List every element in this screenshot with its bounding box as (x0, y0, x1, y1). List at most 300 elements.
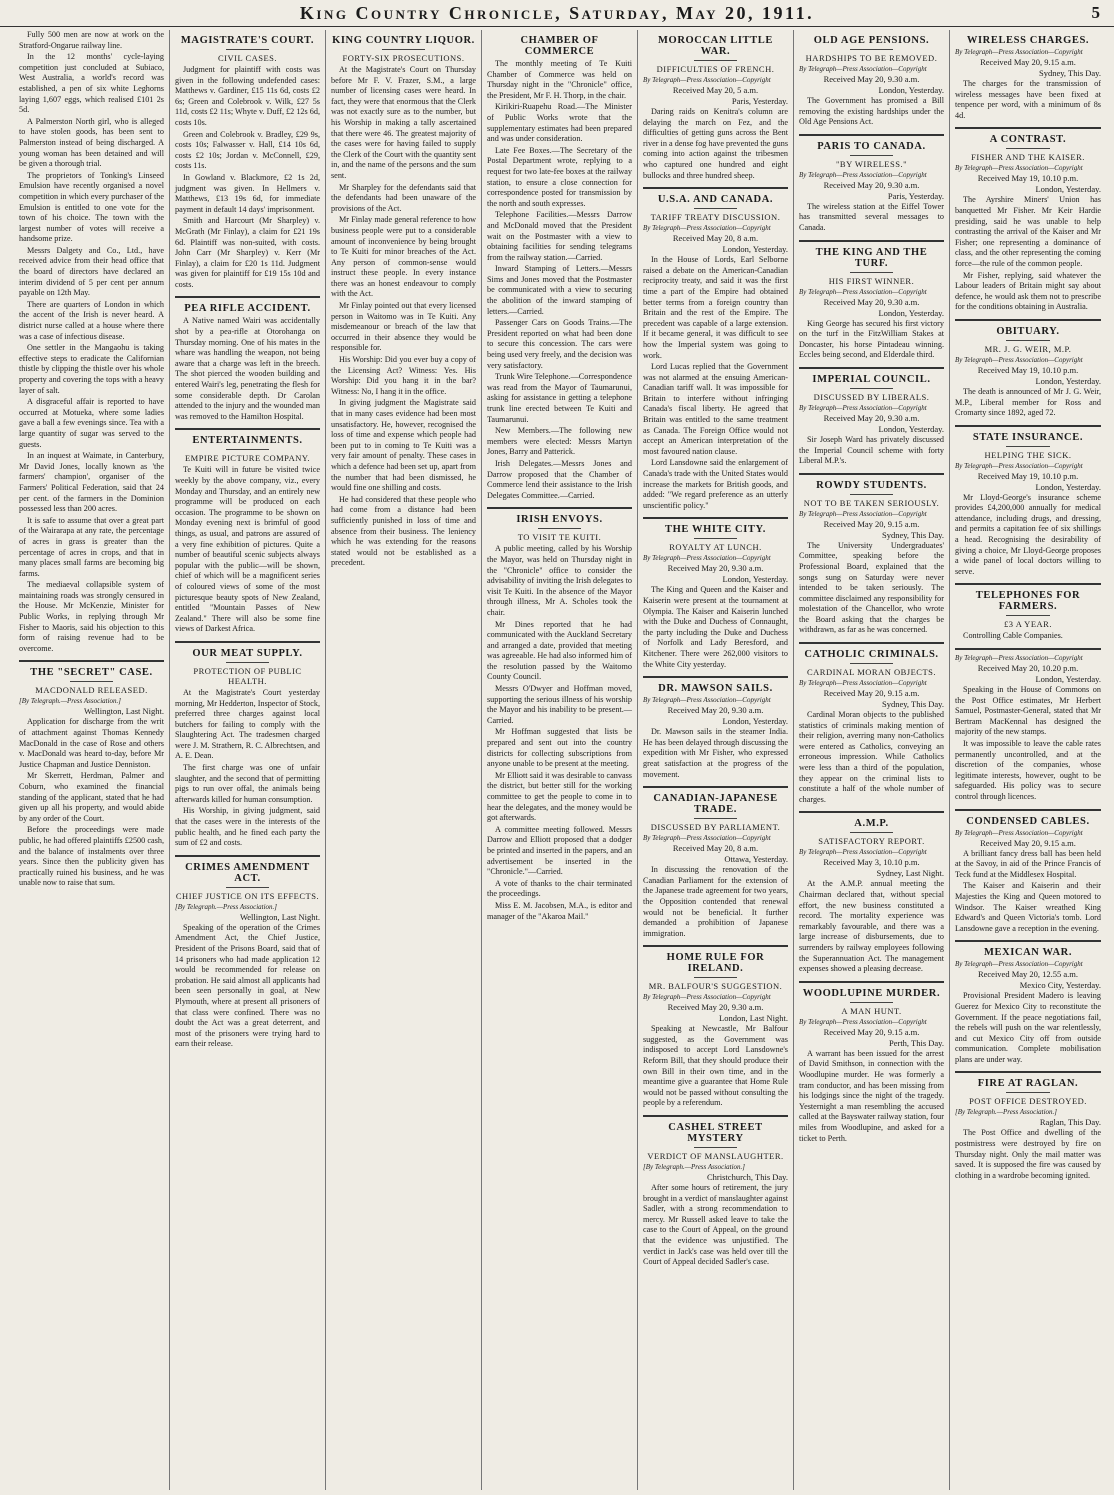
dateline: London, Yesterday. (878, 85, 944, 95)
article-heading: PARIS TO CANADA. (817, 140, 926, 152)
article (643, 1122, 788, 1268)
article-byline: By Telegraph—Press Association—Copyright (955, 461, 1083, 470)
article-paragraph: Kirikiri-Ruapehu Road.—The Minister of Public Works wrote that the supplementary estimates had been prepared and was under consideration. (487, 102, 632, 144)
heading-rule (850, 663, 894, 664)
article-heading: A.M.P. (854, 818, 889, 830)
dateline: Raglan, This Day. (1039, 1117, 1101, 1128)
article-paragraph: Inward Stamping of Letters.—Messrs Sims and Jones moved that the Postmaster be communicated with a view to securing the abolition of the inward stamping of letters.—Carried. (487, 264, 632, 316)
article (955, 35, 1101, 121)
article-paragraph: Lord Lucas replied that the Government was not alarmed at the ensuing American-Canadian tariff wall. It was impossible for Britain to interfere without infringing Canada's fiscal liberty. He agreed that Britain was entitled to the same treatment as Canada. The Foreign Office would not accept an American interpretation of the most favoured nation clause. (643, 362, 788, 456)
article-separator (175, 855, 320, 857)
column-6 (794, 30, 950, 1490)
article-paragraph: Irish Delegates.—Messrs Jones and Darrow proposed that the Chamber of Commerce lend their assistance to the Irish Delegates Committee.—Carried. (487, 458, 632, 500)
article-byline: By Telegraph—Press Association—Copyright (643, 993, 771, 1002)
article (799, 141, 944, 234)
dateline: London, Last Night. (719, 1013, 788, 1024)
dateline: Paris, Yesterday. (731, 96, 788, 106)
article-paragraph: Dr. Mawson sails in the steamer India. He has been delayed through discussing the expedition with Mr Fisher, who expressed great satisfaction at the progress of the movement. (643, 727, 788, 779)
article-heading: IRISH ENVOYS. (516, 514, 603, 526)
article (799, 480, 944, 636)
article-subheading: TARIFF TREATY DISCUSSION. (650, 212, 781, 223)
article-subheading: HIS FIRST WINNER. (828, 275, 915, 286)
article-byline: [By Telegraph.—Press Association.] (643, 1163, 746, 1172)
article-subheading: HELPING THE SICK. (984, 449, 1072, 460)
dateline: London, Yesterday. (722, 574, 788, 585)
received-date: Received May 20, 9.30 a.m. (823, 412, 920, 423)
article-heading: PEA RIFLE ACCIDENT. (184, 303, 311, 315)
article-separator (955, 1071, 1101, 1073)
received-date: Received May 20, 9.15 a.m. (823, 688, 920, 699)
article-paragraph: A Native named Wairi was accidentally shot by a pea-rifle at Otorohanga on Thursday morning. One of his mates in the whare was handling the weapon, not being aware that a charge was left in the breech. The shot pierced the wooden building and entered Wairi's leg, penetrating the flesh for some considerable depth. Dr Carolan attended to the injury and the wounded man was removed to the Hamilton Hospital. (175, 316, 320, 421)
article-paragraph: Judgment for plaintiff with costs was given in the following undefended cases: Matthews v. Gardiner, £15 11s 6d, costs £2 6s; Green and Colebrook v. Wilk, £27 5s 11d, costs £2 11s; Whyte v. Duff, £2 12s 6d, costs 10s. (175, 65, 320, 127)
article-byline: By Telegraph—Press Association—Copyright (643, 76, 771, 84)
article-paragraph: Telephone Facilities.—Messrs Darrow and McDonald moved that the President wait on the Postmaster with a view to obtaining facilities for sending telegrams from the railway station.—Carried. (487, 210, 632, 262)
heading-rule (694, 208, 738, 209)
received-date: Received May 20, 9.30 a.m. (823, 74, 920, 84)
dateline: London, Yesterday. (1035, 674, 1101, 685)
article-separator (955, 127, 1101, 129)
article-paragraph: Te Kuiti will in future be visited twice weekly by the above company, viz., every Monday and Thursday, and an entirely new programme will be produced on each occasion. The programme to be shown on Monday evening next is brimful of good things, as usual, and patrons are assured of a very fine exhibition of pictures. Quite a number of beautiful scenic subjects always popular with the public—will be shown, chief of which will be a magnificent series of coloured views of some of the most picturesque beauty spots of New Zealand, entitled "Mountain Passes of New Zealand." There will also be some fine views of Darkest Africa. (175, 465, 320, 634)
article-paragraph: Before the proceedings were made public, he had offered plaintiffs £2500 cash, and the balance of instalments over three years. Since then the publicity given has practically ruined his business, and he was unable now to raise that sum. (19, 825, 164, 888)
article (643, 952, 788, 1109)
dateline: London, Yesterday. (878, 423, 944, 434)
heading-rule (694, 1147, 738, 1148)
article-paragraph: The King and Queen and the Kaiser and Kaiserin were present at the tournament at Olympia. The Kaiser and Kaiserin lunched with the Duke and Duchess of Connaught, the party including the Duke and Duchess of Norfolk and Lady Beresford, and Kitchener. There were 262,000 visitors to the White City yesterday. (643, 585, 788, 669)
article-paragraph: In giving judgment the Magistrate said that in many cases evidence had been most unsatisfactory. He, however, recognised the loss of time and expense which people had been put to in coming to Te Kuiti was a very fair amount of penalty. These cases in which a defence had been set up, apart from the number that had been dismissed, he would fine one shilling and costs. (331, 398, 476, 493)
article-heading: OLD AGE PENSIONS. (813, 35, 930, 46)
article-paragraph: In Gowland v. Blackmore, £2 1s 2d, judgment was given. In Hellmers v. Matthews, £13 19s 6d, for immediate payment in default 14 days' imprisonment. (175, 172, 320, 214)
article-subheading: EMPIRE PICTURE COMPANY. (184, 453, 311, 464)
received-date: Received May 20, 8 a.m. (672, 843, 759, 854)
received-date: Received May 19, 10.10 p.m. (977, 364, 1079, 375)
heading-rule (850, 1002, 894, 1003)
article-paragraph: Mr Skerrett, Herdman, Palmer and Coburn, who examined the financial standing of the applicant, stated that he had given up all his property, and would abide by any order of the Court. (19, 771, 164, 823)
article-subheading: HARDSHIPS TO BE REMOVED. (805, 53, 938, 63)
article-separator (799, 240, 944, 242)
article-byline: By Telegraph—Press Association—Copyright (955, 48, 1083, 56)
received-date: Received May 20, 9.15 a.m. (980, 837, 1076, 848)
article-heading: DR. MAWSON SAILS. (658, 683, 773, 695)
article-paragraph: Mr Finlay pointed out that every licensed person in Waitomo was in Te Kuiti. Any misdemeanour or breach of the law that occurred in their absence they would be responsible for. (331, 301, 476, 353)
dateline: Sydney, Last Night. (876, 868, 944, 879)
article-paragraph: Daring raids on Kenitra's column are delaying the march on Fez, and the difficulties of getting guns across the Bent river in a dense fog have prevented the guns coming into action against the tribesmen who captured one hundred and eight bullocks and three hundred sheep. (643, 107, 788, 180)
heading-rule (226, 887, 270, 888)
article-paragraph: New Members.—The following new members were elected: Messrs Martyn Jones, Barry and Patterick. (487, 426, 632, 457)
article (19, 667, 164, 889)
article-heading: OBITUARY. (996, 325, 1060, 337)
article-paragraph: A brilliant fancy dress ball has been held at the Savoy, in aid of the Prince Francis of Teck fund at the Middlesex Hospital. (955, 848, 1101, 879)
article-heading: CASHEL STREET MYSTERY (668, 1122, 763, 1145)
article-paragraph: A disgraceful affair is reported to have occurred at Motueka, where some ladies gave a ball a few evenings since. Tea with a large quantity of sugar was served to the guests. (19, 397, 164, 449)
article-paragraph: The Kaiser and Kaiserin and their Majesties the King and Queen motored to Windsor. The Kaiser wreathed King Edward's and Queen Victoria's tomb. Lord Lansdowne gave a reception in the evening. (955, 881, 1101, 933)
article-byline: By Telegraph—Press Association—Copyright (955, 654, 1083, 663)
heading-rule (70, 681, 114, 682)
article-paragraph: His Worship, in giving judgment, said that the cases were in the interests of the public health, and he fined each party the sum of £2 and costs. (175, 806, 320, 848)
article (955, 590, 1101, 642)
article-paragraph: Controlling Cable Companies. (963, 631, 1063, 641)
article-separator (955, 940, 1101, 942)
article-subheading: CARDINAL MORAN OBJECTS. (806, 667, 936, 678)
received-date: Received May 20, 8 a.m. (672, 233, 759, 244)
heading-rule (1006, 148, 1050, 149)
heading-rule (694, 538, 738, 539)
article-subheading: POST OFFICE DESTROYED. (969, 1096, 1087, 1107)
article-subheading: MR. J. G. WEIR, M.P. (984, 343, 1072, 354)
article-heading: STATE INSURANCE. (972, 431, 1084, 443)
article-heading: CONDENSED CABLES. (966, 815, 1090, 827)
article-paragraph: The Post Office and dwelling of the postmistress were destroyed by fire on Thursday night. Only the mail matter was saved. It is supposed the fire was caused by clothing in a wardrobe becoming ignited. (955, 1128, 1101, 1180)
article-separator (955, 583, 1101, 585)
article-heading: TELEPHONES FOR FARMERS. (975, 590, 1081, 613)
article-paragraph: Mr Hoffman suggested that lists be prepared and sent out into the country districts for collecting subscriptions from anyone unable to be present at the meeting. (487, 727, 632, 769)
received-date: Received May 20, 9.30 a.m. (667, 1002, 764, 1013)
article-heading: MEXICAN WAR. (983, 947, 1073, 959)
article-paragraph: The University Undergraduates' Committee, speaking before the Professional Board, explained that the songs sung on Saturday were never intended to be taken seriously. The committee disclaimed any responsibility for molestation of the Chancellor, who wrote the Board asking that the charges be withdrawn, as far as he was concerned. (799, 540, 944, 635)
article-paragraph: Mr Fisher, replying, said whatever the Labour leaders of Britain might say about defence, he would ask them not to prescribe for the conditions obtaining in Australia. (955, 270, 1101, 312)
article-subheading: "BY WIRELESS." (835, 158, 908, 169)
dateline: London, Yesterday. (1035, 375, 1101, 386)
article (799, 35, 944, 128)
article-byline: [By Telegraph.—Press Association.] (175, 902, 278, 911)
article-paragraph: The monthly meeting of Te Kuiti Chamber of Commerce was held on Thursday night in the "Chronicle" office, the President, Mr F. H. Thorp, in the chair. (487, 59, 632, 100)
article-heading: MOROCCAN LITTLE WAR. (658, 35, 773, 57)
article-byline: By Telegraph—Press Association—Copyright (955, 960, 1083, 969)
article-separator (643, 786, 788, 788)
article-paragraph: Mr Sharpley for the defendants said that the defendants had been unaware of the provisions of the Act. (331, 182, 476, 213)
article-byline: By Telegraph—Press Association—Copyright (643, 834, 771, 843)
article-heading: CATHOLIC CRIMINALS. (804, 649, 939, 661)
received-date: Received May 20, 9.30 a.m. (823, 296, 920, 307)
article-paragraph: He had considered that these people who had come from a distance had been sufficiently punished in loss of time and absence from their business. The leniency which he was extending for the reasons stated would not be established as a precedent. (331, 494, 476, 568)
article-separator (799, 981, 944, 983)
article-paragraph: His Worship: Did you ever buy a copy of the Licensing Act? Witness: Yes. His Worship: Did you hang it in the bar? Witness: No, I hang it in the office. (331, 355, 476, 396)
article-paragraph: The charges for the transmission of wireless messages have been fixed at tenpence per word, with a minimum of 8s 4d. (955, 79, 1101, 120)
article-subheading: A MAN HUNT. (841, 1005, 902, 1016)
heading-rule (538, 528, 582, 529)
article-separator (19, 660, 164, 662)
article-paragraph: A warrant has been issued for the arrest of David Smithson, in connection with the Woodlupine murder. He was formerly a tram conductor, and has been missing from his lodgings since the night of the tragedy. Yesternight a man resembling the accused called at the Bayswater railway station, four miles from Woodlupine, and asked for a ticket to Perth. (799, 1048, 944, 1143)
heading-rule (694, 977, 738, 978)
column-4 (482, 30, 638, 1490)
article-paragraph: Miss E. M. Jacobsen, M.A., is editor and manager of the "Akaroa Mail." (487, 900, 632, 921)
article-byline: By Telegraph—Press Association—Copyright (955, 164, 1083, 173)
article-paragraph: Fully 500 men are now at work on the Stratford-Ongarue railway line. (19, 30, 164, 50)
dateline: Christchurch, This Day. (707, 1172, 788, 1183)
article-subheading: NOT TO BE TAKEN SERIOUSLY. (803, 497, 940, 508)
heading-rule (850, 49, 894, 50)
received-date: Received May 19, 10.10 p.m. (977, 470, 1079, 481)
article-separator (799, 811, 944, 813)
article-separator (643, 945, 788, 947)
article-subheading: PROTECTION OF PUBLIC HEALTH. (193, 665, 302, 686)
article-separator (643, 517, 788, 519)
article-paragraph: A committee meeting followed. Messrs Darrow and Elliott proposed that a dodger be printed and inserted in the papers, and an advertisement be inserted in the "Chronicle."—Carried. (487, 824, 632, 877)
dateline: London, Yesterday. (878, 307, 944, 318)
article-byline: By Telegraph—Press Association—Copyright (799, 1017, 927, 1026)
article-paragraph: Mr Elliott said it was desirable to canvass the district, but better still for the working committee to get the people to come in to hear the delegates, and the money would be got afterwards. (487, 770, 632, 823)
article-paragraph: Speaking of the operation of the Crimes Amendment Act, the Chief Justice, President of the Prisons Board, said that of 14 prisoners who had made application 12 would be recommended for release on probation. He said almost all applicants had been seen personally in goal, at New Plymouth, where at present all prisoners of that class were confined. There was no doubt the Act was a great deterrent, and most of the prisoners were trying hard to earn their release. (175, 922, 320, 1049)
article-heading: WOODLUPINE MURDER. (802, 987, 941, 999)
article-paragraph: The mediaeval collapsible system of maintaining roads was strongly censured in the House. Mr McKenzie, Minister for Public Works, in replying through Mr Fisher to Maoris, said his objection to this form of raising revenue had to be overcome. (19, 580, 164, 653)
article-heading: THE "SECRET" CASE. (30, 667, 153, 679)
article-paragraph: Cardinal Moran objects to the published statistics of criminals making mention of their religion, averring many non-Catholics were entered as Catholics, conveying an erroneous impression. While Catholics were less than a third of the population, they appear on the criminal lists to constitute a half of the whole number of charges. (799, 710, 944, 804)
article-heading: OUR MEAT SUPPLY. (192, 647, 303, 659)
dateline: Mexico City, Yesterday. (1019, 980, 1101, 991)
article-heading: MAGISTRATE'S COURT. (180, 35, 315, 46)
article-paragraph: Late Fee Boxes.—The Secretary of the Postal Department wrote, replying to a request for two late-fee boxes at the railway station, to ensure a close connection for correspondence posted for transmission by the north and south expresses. (487, 145, 632, 208)
dateline: London, Yesterday. (722, 244, 788, 255)
article-separator (643, 676, 788, 678)
heading-rule (850, 494, 894, 495)
article-separator (799, 473, 944, 475)
article-separator (955, 809, 1101, 811)
article (19, 30, 164, 654)
article-heading: ROWDY STUDENTS. (816, 479, 927, 491)
article-heading: CRIMES AMENDMENT ACT. (185, 861, 310, 884)
article-subheading: ROYALTY AT LUNCH. (669, 542, 762, 553)
article-heading: WIRELESS CHARGES. (966, 35, 1090, 46)
article-paragraph: Speaking in the House of Commons on the Post Office estimates, Mr Herbert Samuel, Postmaster-General, stated that Mr Bertram MacKennal has designed the majority of the new stamps. (955, 685, 1101, 737)
article-separator (799, 134, 944, 136)
article-separator (175, 641, 320, 643)
article-paragraph: Passenger Cars on Goods Trains.—The President reported on what had been done to secure this concession. The cars were being used very freely, and the decision was very satisfactory. (487, 318, 632, 370)
dateline: Sydney, This Day. (1038, 68, 1101, 78)
article-byline: [By Telegraph.—Press Association.] (955, 1108, 1058, 1117)
article-paragraph: Trunk Wire Telephone.—Correspondence was read from the Mayor of Taumarunui, asking for assistance in getting a telephone trunk line erected between Te Kuiti and Taumarunui. (487, 372, 632, 424)
article-subheading: CHIEF JUSTICE ON ITS EFFECTS. (175, 890, 320, 901)
article-separator (643, 187, 788, 189)
article-paragraph: At the Magistrate's Court on Thursday before Mr F. V. Frazer, S.M., a large number of licensing cases were heard. In fact, they were that enormous that the Clerk was not exactly sure as to the number, but his Worship in making a tally ascertained that there were 46. The greatest majority of the cases were for having failed to supply the Clerk of the Court with the quantity sent in, and the name of the persons and the sum sent. (331, 65, 476, 180)
article-paragraph: A vote of thanks to the chair terminated the proceedings. (487, 878, 632, 899)
article-heading: THE KING AND THE TURF. (815, 246, 928, 269)
dateline: Ottawa, Yesterday. (724, 854, 788, 865)
article-paragraph: Messrs Dalgety and Co., Ltd., have received advice from their head office that the board of directors have declared an interim dividend of 5 per cent per annum payable on 12th May. (19, 245, 164, 298)
article-byline: By Telegraph—Press Association—Copyright (799, 170, 927, 179)
article-separator (955, 425, 1101, 427)
article-paragraph: Application for discharge from the writ of attachment against Thomas Kennedy MacDonald in the case of Rose and others v. MacDonald was heard to-day, before Mr Justice Chapman and Justice Denniston. (19, 717, 164, 769)
article-subheading: DIFFICULTIES OF FRENCH. (656, 64, 775, 74)
article-paragraph: Mr Finlay made general reference to how business people were put to a considerable amount of inconvenience by being brought to Te Kuiti for minor breaches of the Act. Any person of common-sense would instruct these people. In every instance there was an honest endeavour to comply with the Act. (331, 215, 476, 299)
article-subheading: DISCUSSED BY PARLIAMENT. (650, 822, 781, 833)
dateline: Paris, Yesterday. (887, 190, 944, 201)
article-heading: IMPERIAL COUNCIL. (812, 373, 931, 385)
dateline: Wellington, Last Night. (83, 706, 164, 717)
article (799, 818, 944, 974)
article-separator (175, 296, 320, 298)
article (955, 134, 1101, 313)
article-subheading: £3 A YEAR. (1004, 619, 1052, 630)
article-paragraph: After some hours of retirement, the jury brought in a verdict of manslaughter against Sadler, with a strong recommendation to mercy. Mr Russell asked leave to take the case to the Court of Appeal, on the ground that the evidence was unjustified. The verdict in Jack's case was held over till the Court of Appeal decided Sadler's case. (643, 1183, 788, 1267)
article-byline: By Telegraph—Press Association—Copyright (955, 355, 1083, 364)
received-date: Received May 20, 9.30 a.m. (823, 179, 920, 190)
article-subheading: DISCUSSED BY LIBERALS. (813, 391, 930, 402)
article-byline: By Telegraph—Press Association—Copyright (643, 554, 771, 563)
heading-rule (226, 49, 270, 50)
article-heading: HOME RULE FOR IRELAND. (666, 952, 765, 975)
article (955, 947, 1101, 1065)
dateline: London, Yesterday. (1035, 481, 1101, 492)
article-byline: By Telegraph—Press Association—Copyright (799, 509, 927, 518)
page-number: 5 (1091, 3, 1100, 22)
article (955, 326, 1101, 419)
article-subheading: MR. BALFOUR'S SUGGESTION. (648, 981, 783, 992)
article-paragraph: The first charge was one of unfair slaughter, and the second that of permitting pigs to run over offal, the animals being afterwards killed for human consumption. (175, 763, 320, 804)
dateline: Perth, This Day. (888, 1037, 944, 1048)
article-separator (487, 507, 632, 509)
dateline: London, Yesterday. (1035, 184, 1101, 195)
heading-rule (1006, 1092, 1050, 1093)
article-paragraph: At the A.M.P. annual meeting the Chairman declared that, without special effort, the new business constituted a record. The mortality experience was remarkably favourable, and there was a large increase of disbursements, due to surrenders by railway employees following the Superannuation Act. The management expenses showed a pleasing decrease. (799, 879, 944, 974)
column-5 (638, 30, 794, 1490)
article (487, 514, 632, 922)
article-heading: THE WHITE CITY. (665, 524, 766, 536)
article-paragraph: The proprietors of Tonking's Linseed Emulsion have recently organised a novel competition in which every purchaser of the Emulsion is entitled to one vote for the town of his choice. The town with the largest number of votes will receive a handsome prize. (19, 170, 164, 244)
article-paragraph: Lord Lansdowne said the enlargement of Canada's trade with the United States would increase the markets for British goods, and added: "We regard preference as an utterly unscientific policy." (643, 458, 788, 510)
heading-rule (694, 818, 738, 819)
article-subheading: CIVIL CASES. (217, 53, 278, 63)
article-paragraph: The death is announced of Mr J. G. Weir, M.P., Liberal member for Ross and Cromarty since 1892, aged 72. (955, 386, 1101, 418)
article (643, 683, 788, 780)
article (175, 648, 320, 849)
heading-rule (850, 388, 894, 389)
article-paragraph: The wireless station at the Eiffel Tower has transmitted several messages to Canada. (799, 201, 944, 232)
heading-rule (1006, 340, 1050, 341)
article (955, 432, 1101, 578)
heading-rule (850, 832, 894, 833)
article-heading: CANADIAN-JAPANESE TRADE. (653, 793, 778, 816)
heading-rule (382, 49, 426, 50)
heading-rule (850, 155, 894, 156)
received-date: Received May 20, 9.30 a.m. (667, 563, 764, 574)
heading-rule (226, 449, 270, 450)
article-subheading: VERDICT OF MANSLAUGHTER. (647, 1151, 784, 1162)
article-paragraph: Provisional President Madero is leaving Guerez for Mexico City to reconstitute the Government. If the peace negotiations fail, the rebels will push on the war relentlessly, and cut Mexico City off from outside communication. Complete mobilisation plans are under way. (955, 991, 1101, 1064)
dateline: Sydney, This Day. (881, 529, 944, 540)
article-paragraph: The Government has promised a Bill removing the existing hardships under the Old Age Pensions Act. (799, 96, 944, 127)
article-subheading: MACDONALD RELEASED. (35, 685, 148, 696)
article-paragraph: It was impossible to leave the cable rates permanently uncontrolled, and at the discretion of the companies, whose legitimate interests, however, ought to be safeguarded. His policy was to secure control through licences. (955, 739, 1101, 801)
article-separator (955, 319, 1101, 321)
article-paragraph: Messrs O'Dwyer and Hoffman moved, supporting the serious illness of his worship the Mayor and his inability to be present.—Carried. (487, 684, 632, 725)
column-2 (170, 30, 326, 1490)
article-byline: By Telegraph—Press Association—Copyright (799, 848, 927, 857)
article-byline: By Telegraph—Press Association—Copyright (799, 403, 927, 412)
article-paragraph: Mr Dines reported that he had communicated with the Auckland Secretary and arranged a date, provided that meeting was agreeable. He had also informed him of the resolution passed by the Waitomo County Council. (487, 619, 632, 682)
received-date: Received May 20, 9.15 a.m. (823, 1026, 920, 1037)
article-byline: By Telegraph—Press Association—Copyright (643, 696, 771, 705)
article-byline: By Telegraph—Press Association—Copyright (955, 828, 1083, 837)
article-subheading: TO VISIT TE KUITI. (517, 532, 602, 543)
article-subheading: FISHER AND THE KAISER. (971, 152, 1085, 163)
article-byline: By Telegraph—Press Association—Copyright (799, 679, 927, 688)
heading-rule (226, 662, 270, 663)
article-subheading: SATISFACTORY REPORT. (818, 836, 925, 847)
article-heading: ENTERTAINMENTS. (192, 435, 303, 447)
received-date: Received May 20, 9.30 a.m. (667, 705, 764, 716)
article (955, 816, 1101, 935)
article-paragraph: Green and Colebrook v. Bradley, £29 9s, costs 10s; Falwasser v. Hall, £14 10s 6d, costs £2 10s; Jordan v. McConnell, £29, costs 11s. (175, 129, 320, 171)
article (175, 435, 320, 635)
received-date: Received May 20, 10.20 p.m. (977, 663, 1079, 674)
dateline: Wellington, Last Night. (239, 911, 320, 922)
article (799, 247, 944, 361)
article (799, 374, 944, 467)
heading-rule (850, 272, 894, 273)
article (955, 654, 1101, 803)
article-paragraph: Smith and Harcourt (Mr Sharpley) v. McGrath (Mr Finlay), a claim for £21 19s 6d. Plaintiff was non-suited, with costs. John Carr (Mr Sharpley) v. Kerr (Mr Finlay), a claim for £20 1s 11d. Judgment was given for plaintiff for £19 15s 10d and costs. (175, 216, 320, 289)
article (175, 862, 320, 1050)
article-paragraph: In discussing the renovation of the Canadian Parliament for the extension of the Japanese trade agreement for two years, the Opposition contended that renewal would not be beneficial. It further demanded a prohibition of Japanese immigration. (643, 865, 788, 938)
article-paragraph: There are quarters of London in which the accent of the Irish is never heard. A district nurse called at a house where there was a case of infectious disease. (19, 299, 164, 341)
newspaper-title: King Country Chronicle, Saturday, May 20, 1911. (299, 3, 815, 23)
article (331, 35, 476, 569)
article-separator (799, 642, 944, 644)
article (643, 194, 788, 511)
article-paragraph: One settler in the Mangaohu is taking effective steps to eradicate the Californian thistle by clipping the thistle over his whole property and covering the tops with a heavy layer of salt. (19, 343, 164, 395)
article-paragraph: A Palmerston North girl, who is alleged to have stolen goods, has been sent to Palmerston instead of being discharged. A young woman has been detained and will be given a thorough trial. (19, 116, 164, 169)
received-date: Received May 20, 9.15 a.m. (980, 57, 1076, 67)
article (643, 35, 788, 181)
heading-rule (694, 60, 738, 61)
article-paragraph: In an inquest at Waimate, in Canterbury, Mr David Jones, locally known as 'the farmers' champion', organiser of the Farmers' Political Federation, said that 24 per cent. of the farmers in the Dominion possessed less than 200 acres. (19, 451, 164, 514)
heading-rule (1006, 446, 1050, 447)
article-byline: By Telegraph—Press Association—Copyright (799, 65, 927, 73)
article-heading: KING COUNTRY LIQUOR. (332, 35, 475, 46)
article-byline: By Telegraph—Press Association—Copyright (643, 224, 771, 233)
masthead (0, 0, 1114, 27)
received-date: Received May 20, 9.15 a.m. (823, 518, 920, 529)
article-separator (175, 428, 320, 430)
dateline: Sydney, This Day. (881, 699, 944, 710)
received-date: Received May 19, 10.10 p.m. (977, 173, 1079, 184)
received-date: Received May 20, 5 a.m. (672, 85, 759, 95)
article-paragraph: The Ayrshire Miners' Union has banquetted Mr Fisher. Mr Keir Hardie presiding, said he was unable to help contrasting the arrival of the Kaiser and Mr Fisher; one representing a dominance of class, and the other representing the coming force—the rule of the common people. (955, 195, 1101, 268)
article-paragraph: In the 12 months' cycle-laying competition just concluded at Subiaco, West Australia, a world's record was established, a pen of six white Leghorns laying 1,607 eggs, which realised £101 2s 5d. (19, 52, 164, 115)
article-heading: A CONTRAST. (989, 134, 1067, 146)
article (799, 649, 944, 805)
article-byline: [By Telegraph.—Press Association.] (19, 697, 122, 706)
article (487, 35, 632, 501)
heading-rule (1006, 615, 1050, 616)
article-heading: CHAMBER OF COMMERCE (520, 35, 599, 57)
article-byline: By Telegraph—Press Association—Copyright (799, 287, 927, 296)
article (643, 524, 788, 670)
article-separator (643, 1115, 788, 1117)
article-paragraph: A public meeting, called by his Worship the Mayor, was held on Thursday night in the "Chronicle" office to consider the advisability of inviting the Irish delegates to visit Te Kuiti. In the absence of the Mayor through illness, Mr A. Scholes took the chair. (487, 544, 632, 617)
article-paragraph: Mr Lloyd-George's insurance scheme provides £4,200,000 annually for medical attendance, including drugs, and dressing, and permits a capitation fee of six shillings a head. Recognising the desirability of giving a choice, Mr Lloyd-George proposes a wide panel of local doctors willing to serve. (955, 492, 1101, 576)
column-1 (14, 30, 170, 1490)
dateline: London, Yesterday. (722, 716, 788, 727)
newspaper-columns (14, 30, 1106, 1490)
article-separator (799, 367, 944, 369)
article-paragraph: It is safe to assume that over a great part of the Wairarapa at any rate, the percentage of acres in grass is greater than the percentage of acres in crops, and that in many places small farms are becoming big farms. (19, 515, 164, 578)
article (175, 35, 320, 290)
article-paragraph: Speaking at Newcastle, Mr Balfour suggested, as the Government was indisposed to accept Lord Lansdowne's Reform Bill, that they should produce their own Bill in their own time, and in the meantime give a guarantee that Home Rule would not be passed without consulting the people by a referendum. (643, 1024, 788, 1108)
article (955, 1078, 1101, 1181)
article-heading: U.S.A. AND CANADA. (657, 194, 774, 206)
article (799, 988, 944, 1144)
article-paragraph: At the Magistrate's Court yesterday morning, Mr Hedderton, Inspector of Stock, preferred three charges against local butchers for failing to comply with the Slaughtering Act. The tradesmen charged were J. M. Strathern, R. C. Albrechtsen, and A. E. Dean. (175, 687, 320, 761)
column-3 (326, 30, 482, 1490)
received-date: Received May 3, 10.10 p.m. (823, 857, 920, 868)
article-paragraph: Sir Joseph Ward has privately discussed the Imperial Council scheme with forty Liberal M.P.'s. (799, 434, 944, 466)
received-date: Received May 20, 12.55 a.m. (977, 969, 1079, 980)
column-7 (950, 30, 1106, 1490)
article-heading: FIRE AT RAGLAN. (977, 1078, 1079, 1090)
article (175, 303, 320, 422)
article-paragraph: King George has secured his first victory on the turf in the FitzWilliam Stakes at Doncaster, his horse Pintadeau winning. Eccles being second, and Elderdale third. (799, 318, 944, 360)
article-subheading: FORTY-SIX PROSECUTIONS. (342, 53, 465, 63)
